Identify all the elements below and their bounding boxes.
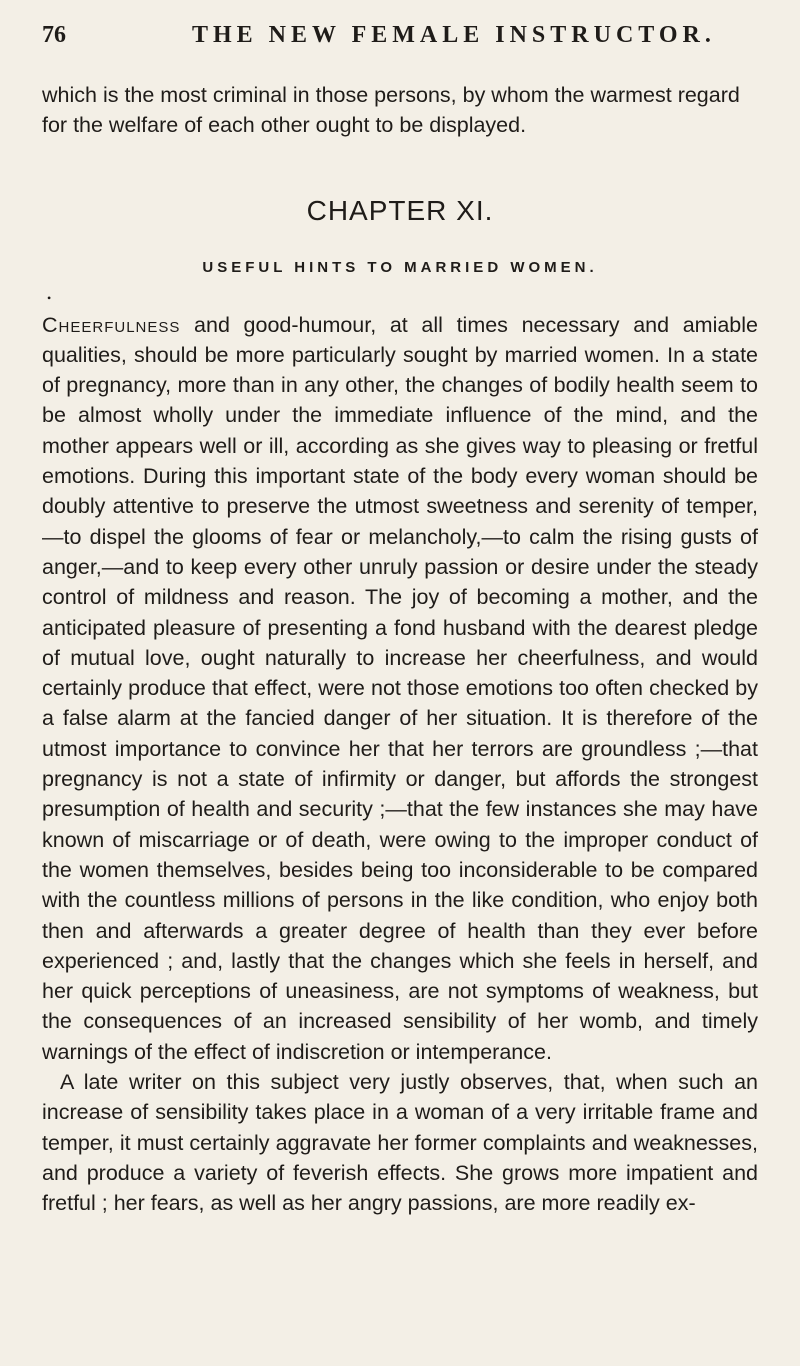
page-number: 76 xyxy=(42,22,66,48)
body-paragraph-2 xyxy=(42,1067,758,1218)
body-paragraph-1-text: and good-humour, at all times necessary and amiable qualities, should be more particularly sought by married women. In a state of pregnancy, more than in any other, the changes of bodily health seem to be almost wholly under the immediate influence of the mind, and the mother appears well or ill, according as she gives way to pleasing or fretful emotions. During this important state of the body every woman should be doubly attentive to preserve the utmost sweetness and serenity of temper,—to dispel the glooms of fear or melancholy,—to calm the rising gusts of anger,—and to keep every other unruly passion or desire under the steady control of mildness and reason. The joy of becoming a mother, and the anticipated pleasure of presenting a fond husband with the dearest pledge of mutual love, ought naturally to increase her cheerfulness, and would certainly produce that effect, were not those emotions too often checked by a false alarm at the fancied danger of her situation. It is therefore of the utmost importance to convince her that her terrors are groundless ;—that pregnancy is not a state of infirmity or danger, but affords the strongest presumption of health and security ;—that the few instances she may have known of miscarriage or of death, were owing to the improper conduct of the women themselves, besides being too inconsiderable to be compared with the countless millions of persons in the like condition, who enjoy both then and afterwards a greater degree of health than they ever before experienced ; and, lastly that the changes which she feels in herself, and her quick perceptions of uneasiness, are not symptoms of weakness, but the consequences of an increased sensibility of her womb, and timely warnings of the effect of indiscretion or intemperance. xyxy=(42,312,758,1064)
running-head xyxy=(42,22,758,62)
chapter-subtitle: USEFUL HINTS TO MARRIED WOMEN. xyxy=(202,258,598,276)
book-page xyxy=(42,22,758,1219)
continued-paragraph: which is the most criminal in those persons, by whom the warmest regard for the welfare of each other ought to be displayed. xyxy=(42,83,740,138)
body-paragraph-2-text: A late writer on this subject very justly observes, that, when such an increase of sensibility takes place in a woman of a very irritable frame and temper, it must certainly aggravate her former complaints and weaknesses, and produce a variety of feverish effects. She grows more impatient and fretful ; her fears, as well as her angry passions, are more readily ex- xyxy=(42,1070,758,1216)
ornament-dot: • xyxy=(47,290,52,305)
lead-word: Cheerfulness xyxy=(42,312,181,337)
body-paragraph-1 xyxy=(42,310,758,1067)
running-title: THE NEW FEMALE INSTRUCTOR. xyxy=(192,22,716,48)
chapter-title: CHAPTER XI. xyxy=(306,194,494,226)
